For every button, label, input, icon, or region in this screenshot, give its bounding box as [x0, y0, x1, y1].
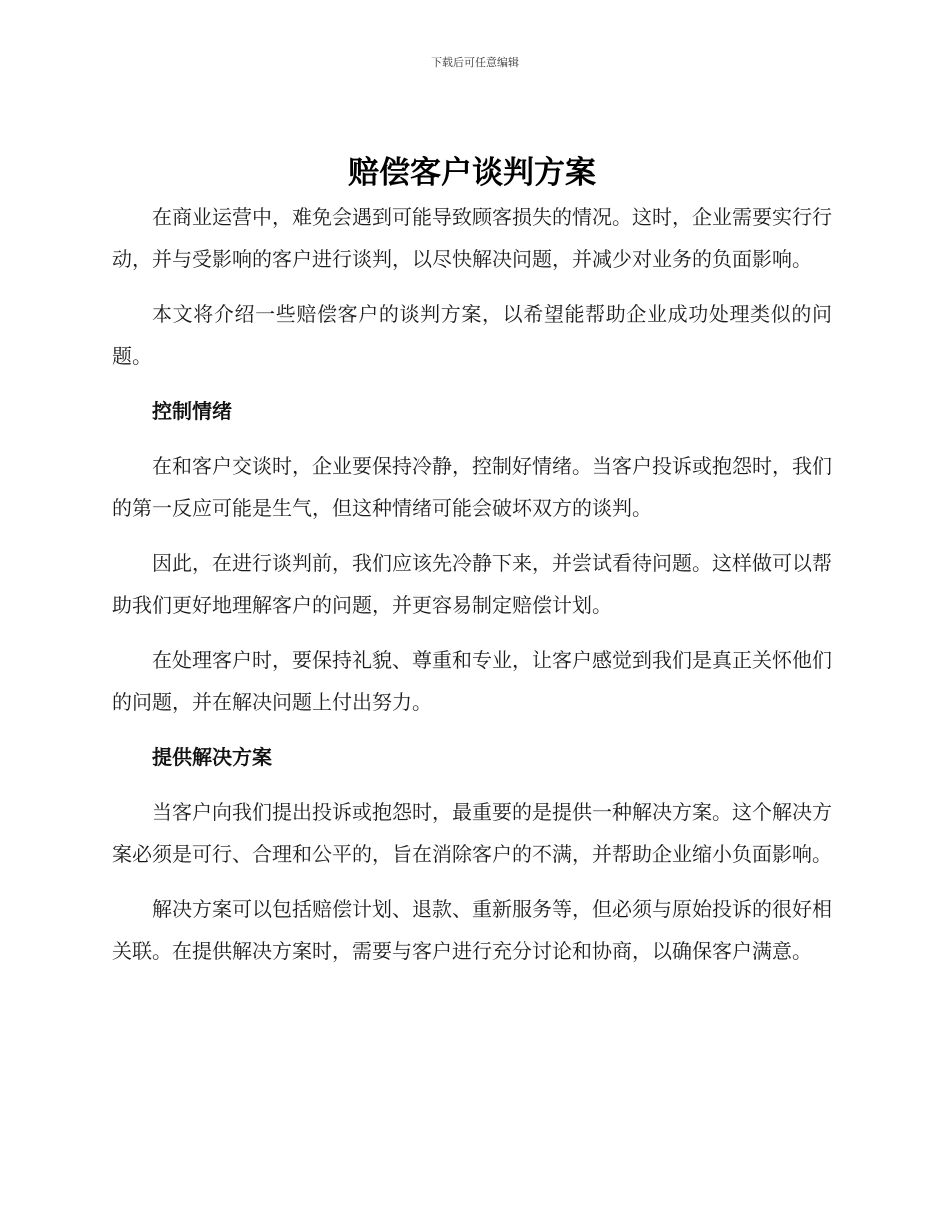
section-heading: 控制情绪: [152, 399, 232, 423]
section-paragraph: 因此，在进行谈判前，我们应该先冷静下来，并尝试看待问题。这样做可以帮助我们更好地理解客户的问题，并更容易制定赔偿计划。: [112, 551, 832, 617]
section-paragraph: 解决方案可以包括赔偿计划、退款、重新服务等，但必须与原始投诉的很好相关联。在提供解决方案时，需要与客户进行充分讨论和协商，以确保客户满意。: [112, 897, 832, 963]
intro-paragraph: 本文将介绍一些赔偿客户的谈判方案，以希望能帮助企业成功处理类似的问题。: [112, 302, 832, 368]
document-title: 赔偿客户谈判方案: [348, 155, 596, 191]
section-paragraph: 在处理客户时，要保持礼貌、尊重和专业，让客户感觉到我们是真正关怀他们的问题，并在解决问题上付出努力。: [112, 648, 832, 714]
section-paragraph: 当客户向我们提出投诉或抱怨时，最重要的是提供一种解决方案。这个解决方案必须是可行、合理和公平的，旨在消除客户的不满，并帮助企业缩小负面影响。: [112, 800, 832, 866]
section-heading: 提供解决方案: [152, 745, 272, 769]
header-note: 下载后可任意编辑: [431, 56, 519, 69]
section-paragraph: 在和客户交谈时，企业要保持冷静，控制好情绪。当客户投诉或抱怨时，我们的第一反应可能是生气，但这种情绪可能会破坏双方的谈判。: [112, 454, 832, 520]
document-body: [112, 150, 832, 985]
intro-paragraph: 在商业运营中，难免会遇到可能导致顾客损失的情况。这时，企业需要实行行动，并与受影响的客户进行谈判，以尽快解决问题，并减少对业务的负面影响。: [112, 205, 832, 271]
